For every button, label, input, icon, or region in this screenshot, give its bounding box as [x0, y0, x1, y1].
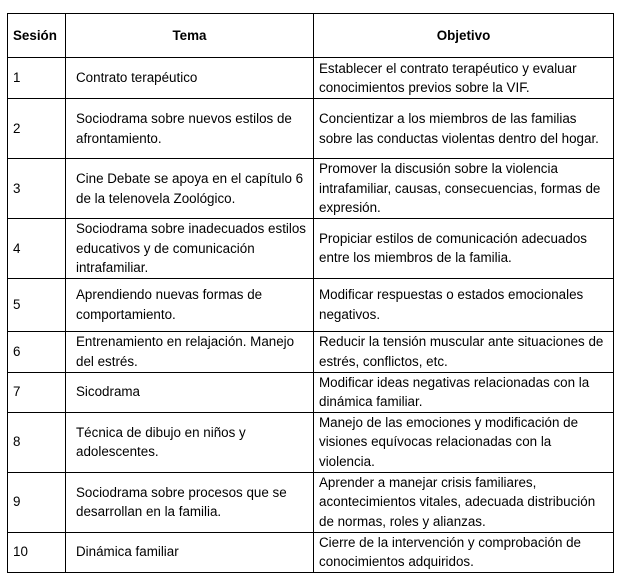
cell-tema: Sicodrama	[66, 372, 314, 412]
cell-tema: Sociodrama sobre nuevos estilos de afrontamiento.	[66, 99, 314, 159]
cell-objetivo: Aprender a manejar crisis familiares, acontecimientos vitales, adecuada distribución de normas, roles y alianzas.	[314, 472, 614, 532]
table-body	[8, 58, 614, 573]
cell-sesion: 2	[8, 99, 66, 159]
table-row	[8, 412, 614, 472]
cell-tema: Sociodrama sobre procesos que se desarrollan en la familia.	[66, 472, 314, 532]
header-sesion: Sesión	[8, 14, 66, 58]
cell-objetivo: Concientizar a los miembros de las familias sobre las conductas violentas dentro del hogar.	[314, 99, 614, 159]
cell-sesion: 4	[8, 219, 66, 279]
table-header	[8, 14, 614, 58]
cell-objetivo: Reducir la tensión muscular ante situaciones de estrés, conflictos, etc.	[314, 331, 614, 372]
table-row	[8, 472, 614, 532]
cell-sesion: 10	[8, 532, 66, 572]
table-row	[8, 278, 614, 331]
table-row	[8, 532, 614, 572]
cell-tema: Aprendiendo nuevas formas de comportamiento.	[66, 278, 314, 331]
cell-sesion: 3	[8, 159, 66, 219]
cell-objetivo: Manejo de las emociones y modificación de visiones equívocas relacionadas con la violencia.	[314, 412, 614, 472]
cell-objetivo: Modificar ideas negativas relacionadas con la dinámica familiar.	[314, 372, 614, 412]
table-row	[8, 58, 614, 99]
table-row	[8, 219, 614, 279]
cell-tema: Técnica de dibujo en niños y adolescentes.	[66, 412, 314, 472]
cell-sesion: 9	[8, 472, 66, 532]
table-row	[8, 331, 614, 372]
cell-tema: Entrenamiento en relajación. Manejo del estrés.	[66, 331, 314, 372]
header-tema: Tema	[66, 14, 314, 58]
cell-sesion: 5	[8, 278, 66, 331]
cell-objetivo: Establecer el contrato terapéutico y evaluar conocimientos previos sobre la VIF.	[314, 58, 614, 99]
cell-tema: Dinámica familiar	[66, 532, 314, 572]
cell-sesion: 6	[8, 331, 66, 372]
cell-sesion: 7	[8, 372, 66, 412]
cell-tema: Sociodrama sobre inadecuados estilos educativos y de comunicación intrafamiliar.	[66, 219, 314, 279]
cell-sesion: 1	[8, 58, 66, 99]
table-row	[8, 159, 614, 219]
sessions-table	[7, 13, 614, 573]
cell-objetivo: Modificar respuestas o estados emocionales negativos.	[314, 278, 614, 331]
cell-objetivo: Promover la discusión sobre la violencia intrafamiliar, causas, consecuencias, formas de expresión.	[314, 159, 614, 219]
header-objetivo: Objetivo	[314, 14, 614, 58]
cell-objetivo: Propiciar estilos de comunicación adecuados entre los miembros de la familia.	[314, 219, 614, 279]
table-row	[8, 99, 614, 159]
cell-tema: Cine Debate se apoya en el capítulo 6 de la telenovela Zoológico.	[66, 159, 314, 219]
cell-tema: Contrato terapéutico	[66, 58, 314, 99]
table-row	[8, 372, 614, 412]
sessions-table-container	[7, 13, 614, 573]
cell-sesion: 8	[8, 412, 66, 472]
header-row	[8, 14, 614, 58]
cell-objetivo: Cierre de la intervención y comprobación de conocimientos adquiridos.	[314, 532, 614, 572]
